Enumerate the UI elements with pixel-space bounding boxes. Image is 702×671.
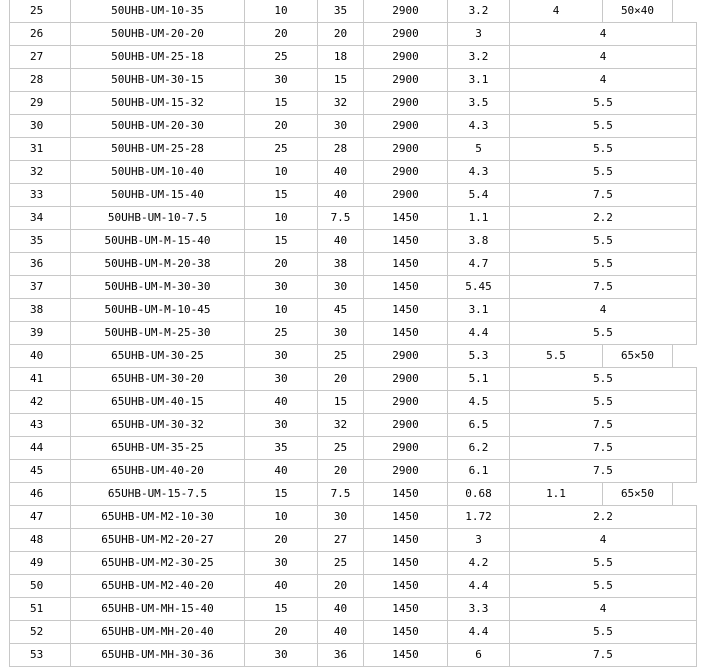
- speed-cell: 2900: [364, 460, 448, 483]
- model-cell: 50UHB-UM-M-20-38: [71, 253, 245, 276]
- flow-cell: 10: [245, 161, 318, 184]
- motor-power-cell: 2.2: [510, 207, 697, 230]
- model-cell: 50UHB-UM-M-10-45: [71, 299, 245, 322]
- speed-cell: 2900: [364, 0, 448, 23]
- power-cell: 4.4: [448, 621, 510, 644]
- speed-cell: 2900: [364, 184, 448, 207]
- head-cell: 20: [318, 368, 364, 391]
- row-number-cell: 51: [10, 598, 71, 621]
- model-cell: 65UHB-UM-MH-15-40: [71, 598, 245, 621]
- speed-cell: 1450: [364, 575, 448, 598]
- speed-cell: 1450: [364, 483, 448, 506]
- model-cell: 65UHB-UM-M2-20-27: [71, 529, 245, 552]
- speed-cell: 2900: [364, 115, 448, 138]
- row-number-cell: 26: [10, 23, 71, 46]
- row-number-cell: 39: [10, 322, 71, 345]
- row-number-cell: 30: [10, 115, 71, 138]
- power-cell: 3: [448, 23, 510, 46]
- motor-power-cell: 5.5: [510, 161, 697, 184]
- flow-cell: 10: [245, 207, 318, 230]
- speed-cell: 2900: [364, 414, 448, 437]
- model-cell: 65UHB-UM-MH-30-36: [71, 644, 245, 667]
- row-number-cell: 31: [10, 138, 71, 161]
- row-number-cell: 49: [10, 552, 71, 575]
- motor-power-cell: 4: [510, 598, 697, 621]
- speed-cell: 1450: [364, 253, 448, 276]
- model-cell: 65UHB-UM-30-20: [71, 368, 245, 391]
- table-row: [10, 621, 697, 644]
- motor-power-cell: 4: [510, 46, 697, 69]
- flow-cell: 15: [245, 184, 318, 207]
- head-cell: 40: [318, 230, 364, 253]
- power-cell: 6: [448, 644, 510, 667]
- speed-cell: 1450: [364, 621, 448, 644]
- flow-cell: 30: [245, 414, 318, 437]
- row-number-cell: 41: [10, 368, 71, 391]
- head-cell: 32: [318, 92, 364, 115]
- head-cell: 32: [318, 414, 364, 437]
- table-row: [10, 46, 697, 69]
- head-cell: 38: [318, 253, 364, 276]
- table-row: [10, 207, 697, 230]
- motor-power-cell: 5.5: [510, 230, 697, 253]
- power-cell: 4.3: [448, 161, 510, 184]
- model-cell: 65UHB-UM-M2-30-25: [71, 552, 245, 575]
- flow-cell: 40: [245, 575, 318, 598]
- flow-cell: 15: [245, 92, 318, 115]
- head-cell: 35: [318, 0, 364, 23]
- motor-power-cell: 2.2: [510, 506, 697, 529]
- head-cell: 30: [318, 322, 364, 345]
- head-cell: 20: [318, 460, 364, 483]
- table-row: [10, 161, 697, 184]
- motor-power-cell: 4: [510, 529, 697, 552]
- model-cell: 50UHB-UM-M-25-30: [71, 322, 245, 345]
- flow-cell: 35: [245, 437, 318, 460]
- port-size-cell: 65×50: [603, 345, 673, 368]
- model-cell: 50UHB-UM-10-40: [71, 161, 245, 184]
- head-cell: 40: [318, 598, 364, 621]
- speed-cell: 1450: [364, 644, 448, 667]
- speed-cell: 1450: [364, 552, 448, 575]
- motor-power-cell: 7.5: [510, 184, 697, 207]
- pump-spec-table: [9, 0, 697, 667]
- head-cell: 30: [318, 506, 364, 529]
- table-row: [10, 345, 697, 368]
- head-cell: 36: [318, 644, 364, 667]
- power-cell: 4.4: [448, 322, 510, 345]
- motor-power-cell: 7.5: [510, 437, 697, 460]
- row-number-cell: 53: [10, 644, 71, 667]
- power-cell: 4.5: [448, 391, 510, 414]
- model-cell: 50UHB-UM-15-40: [71, 184, 245, 207]
- table-row: [10, 575, 697, 598]
- port-size-cell: 50×40: [603, 0, 673, 23]
- head-cell: 30: [318, 115, 364, 138]
- flow-cell: 40: [245, 460, 318, 483]
- motor-power-cell: 4: [510, 299, 697, 322]
- table-row: [10, 69, 697, 92]
- speed-cell: 1450: [364, 230, 448, 253]
- motor-power-cell: 5.5: [510, 345, 603, 368]
- speed-cell: 2900: [364, 23, 448, 46]
- head-cell: 40: [318, 184, 364, 207]
- row-number-cell: 33: [10, 184, 71, 207]
- flow-cell: 10: [245, 506, 318, 529]
- table-row: [10, 184, 697, 207]
- speed-cell: 1450: [364, 506, 448, 529]
- model-cell: 65UHB-UM-M2-10-30: [71, 506, 245, 529]
- model-cell: 65UHB-UM-30-25: [71, 345, 245, 368]
- table-row: [10, 138, 697, 161]
- motor-power-cell: 5.5: [510, 115, 697, 138]
- model-cell: 50UHB-UM-25-28: [71, 138, 245, 161]
- model-cell: 65UHB-UM-40-15: [71, 391, 245, 414]
- head-cell: 20: [318, 575, 364, 598]
- power-cell: 3.2: [448, 0, 510, 23]
- model-cell: 65UHB-UM-40-20: [71, 460, 245, 483]
- motor-power-cell: 1.1: [510, 483, 603, 506]
- table-row: [10, 529, 697, 552]
- flow-cell: 30: [245, 368, 318, 391]
- power-cell: 3.2: [448, 46, 510, 69]
- row-number-cell: 38: [10, 299, 71, 322]
- table-row: [10, 598, 697, 621]
- motor-power-cell: 4: [510, 69, 697, 92]
- table-row: [10, 460, 697, 483]
- model-cell: 65UHB-UM-M2-40-20: [71, 575, 245, 598]
- power-cell: 4.4: [448, 575, 510, 598]
- speed-cell: 2900: [364, 92, 448, 115]
- speed-cell: 2900: [364, 368, 448, 391]
- row-number-cell: 46: [10, 483, 71, 506]
- table-row: [10, 552, 697, 575]
- table-row: [10, 276, 697, 299]
- table-row: [10, 483, 697, 506]
- table-row: [10, 322, 697, 345]
- motor-power-cell: 5.5: [510, 253, 697, 276]
- head-cell: 20: [318, 23, 364, 46]
- row-number-cell: 25: [10, 0, 71, 23]
- row-number-cell: 42: [10, 391, 71, 414]
- head-cell: 25: [318, 345, 364, 368]
- motor-power-cell: 7.5: [510, 460, 697, 483]
- row-number-cell: 36: [10, 253, 71, 276]
- flow-cell: 20: [245, 529, 318, 552]
- model-cell: 50UHB-UM-15-32: [71, 92, 245, 115]
- flow-cell: 25: [245, 46, 318, 69]
- row-number-cell: 45: [10, 460, 71, 483]
- row-number-cell: 37: [10, 276, 71, 299]
- row-number-cell: 52: [10, 621, 71, 644]
- table-row: [10, 368, 697, 391]
- motor-power-cell: 5.5: [510, 322, 697, 345]
- table-row: [10, 299, 697, 322]
- table-row: [10, 230, 697, 253]
- empty-cell: [673, 483, 697, 506]
- power-cell: 5.1: [448, 368, 510, 391]
- power-cell: 5.3: [448, 345, 510, 368]
- speed-cell: 1450: [364, 529, 448, 552]
- speed-cell: 1450: [364, 299, 448, 322]
- power-cell: 3.1: [448, 299, 510, 322]
- head-cell: 25: [318, 437, 364, 460]
- flow-cell: 25: [245, 138, 318, 161]
- motor-power-cell: 7.5: [510, 276, 697, 299]
- row-number-cell: 34: [10, 207, 71, 230]
- table-row: [10, 414, 697, 437]
- motor-power-cell: 7.5: [510, 644, 697, 667]
- head-cell: 18: [318, 46, 364, 69]
- motor-power-cell: 5.5: [510, 138, 697, 161]
- flow-cell: 20: [245, 253, 318, 276]
- row-number-cell: 48: [10, 529, 71, 552]
- row-number-cell: 44: [10, 437, 71, 460]
- table-row: [10, 506, 697, 529]
- row-number-cell: 50: [10, 575, 71, 598]
- table-row: [10, 23, 697, 46]
- model-cell: 65UHB-UM-15-7.5: [71, 483, 245, 506]
- speed-cell: 1450: [364, 322, 448, 345]
- speed-cell: 1450: [364, 276, 448, 299]
- row-number-cell: 35: [10, 230, 71, 253]
- motor-power-cell: 5.5: [510, 575, 697, 598]
- row-number-cell: 32: [10, 161, 71, 184]
- power-cell: 0.68: [448, 483, 510, 506]
- head-cell: 40: [318, 161, 364, 184]
- speed-cell: 2900: [364, 391, 448, 414]
- table-row: [10, 644, 697, 667]
- motor-power-cell: 5.5: [510, 621, 697, 644]
- power-cell: 1.72: [448, 506, 510, 529]
- motor-power-cell: 5.5: [510, 391, 697, 414]
- table-row: [10, 115, 697, 138]
- table-row: [10, 92, 697, 115]
- motor-power-cell: 7.5: [510, 414, 697, 437]
- model-cell: 50UHB-UM-20-20: [71, 23, 245, 46]
- power-cell: 3.3: [448, 598, 510, 621]
- row-number-cell: 40: [10, 345, 71, 368]
- power-cell: 1.1: [448, 207, 510, 230]
- model-cell: 50UHB-UM-10-35: [71, 0, 245, 23]
- head-cell: 27: [318, 529, 364, 552]
- head-cell: 45: [318, 299, 364, 322]
- motor-power-cell: 4: [510, 0, 603, 23]
- motor-power-cell: 4: [510, 23, 697, 46]
- power-cell: 5: [448, 138, 510, 161]
- table-row: [10, 437, 697, 460]
- model-cell: 50UHB-UM-M-30-30: [71, 276, 245, 299]
- row-number-cell: 47: [10, 506, 71, 529]
- flow-cell: 30: [245, 552, 318, 575]
- power-cell: 5.4: [448, 184, 510, 207]
- power-cell: 6.5: [448, 414, 510, 437]
- model-cell: 50UHB-UM-30-15: [71, 69, 245, 92]
- head-cell: 7.5: [318, 483, 364, 506]
- power-cell: 3.5: [448, 92, 510, 115]
- speed-cell: 2900: [364, 161, 448, 184]
- motor-power-cell: 5.5: [510, 92, 697, 115]
- model-cell: 50UHB-UM-25-18: [71, 46, 245, 69]
- model-cell: 50UHB-UM-M-15-40: [71, 230, 245, 253]
- row-number-cell: 27: [10, 46, 71, 69]
- table-row: [10, 0, 697, 23]
- power-cell: 3: [448, 529, 510, 552]
- flow-cell: 30: [245, 345, 318, 368]
- model-cell: 65UHB-UM-35-25: [71, 437, 245, 460]
- flow-cell: 15: [245, 598, 318, 621]
- flow-cell: 40: [245, 391, 318, 414]
- power-cell: 3.8: [448, 230, 510, 253]
- head-cell: 28: [318, 138, 364, 161]
- flow-cell: 20: [245, 23, 318, 46]
- table-body: [10, 0, 697, 667]
- speed-cell: 2900: [364, 437, 448, 460]
- power-cell: 5.45: [448, 276, 510, 299]
- flow-cell: 10: [245, 0, 318, 23]
- empty-cell: [673, 0, 697, 23]
- flow-cell: 25: [245, 322, 318, 345]
- speed-cell: 2900: [364, 138, 448, 161]
- row-number-cell: 28: [10, 69, 71, 92]
- row-number-cell: 43: [10, 414, 71, 437]
- flow-cell: 30: [245, 644, 318, 667]
- head-cell: 30: [318, 276, 364, 299]
- port-size-cell: 65×50: [603, 483, 673, 506]
- table-row: [10, 253, 697, 276]
- speed-cell: 2900: [364, 69, 448, 92]
- flow-cell: 20: [245, 115, 318, 138]
- head-cell: 7.5: [318, 207, 364, 230]
- flow-cell: 20: [245, 621, 318, 644]
- flow-cell: 10: [245, 299, 318, 322]
- row-number-cell: 29: [10, 92, 71, 115]
- power-cell: 4.3: [448, 115, 510, 138]
- speed-cell: 1450: [364, 598, 448, 621]
- motor-power-cell: 5.5: [510, 552, 697, 575]
- flow-cell: 30: [245, 276, 318, 299]
- power-cell: 3.1: [448, 69, 510, 92]
- table-row: [10, 391, 697, 414]
- power-cell: 6.2: [448, 437, 510, 460]
- flow-cell: 15: [245, 230, 318, 253]
- head-cell: 15: [318, 69, 364, 92]
- power-cell: 4.2: [448, 552, 510, 575]
- model-cell: 50UHB-UM-10-7.5: [71, 207, 245, 230]
- speed-cell: 2900: [364, 46, 448, 69]
- power-cell: 4.7: [448, 253, 510, 276]
- flow-cell: 30: [245, 69, 318, 92]
- model-cell: 65UHB-UM-MH-20-40: [71, 621, 245, 644]
- empty-cell: [673, 345, 697, 368]
- head-cell: 15: [318, 391, 364, 414]
- motor-power-cell: 5.5: [510, 368, 697, 391]
- power-cell: 6.1: [448, 460, 510, 483]
- speed-cell: 1450: [364, 207, 448, 230]
- head-cell: 40: [318, 621, 364, 644]
- speed-cell: 2900: [364, 345, 448, 368]
- head-cell: 25: [318, 552, 364, 575]
- flow-cell: 15: [245, 483, 318, 506]
- model-cell: 65UHB-UM-30-32: [71, 414, 245, 437]
- model-cell: 50UHB-UM-20-30: [71, 115, 245, 138]
